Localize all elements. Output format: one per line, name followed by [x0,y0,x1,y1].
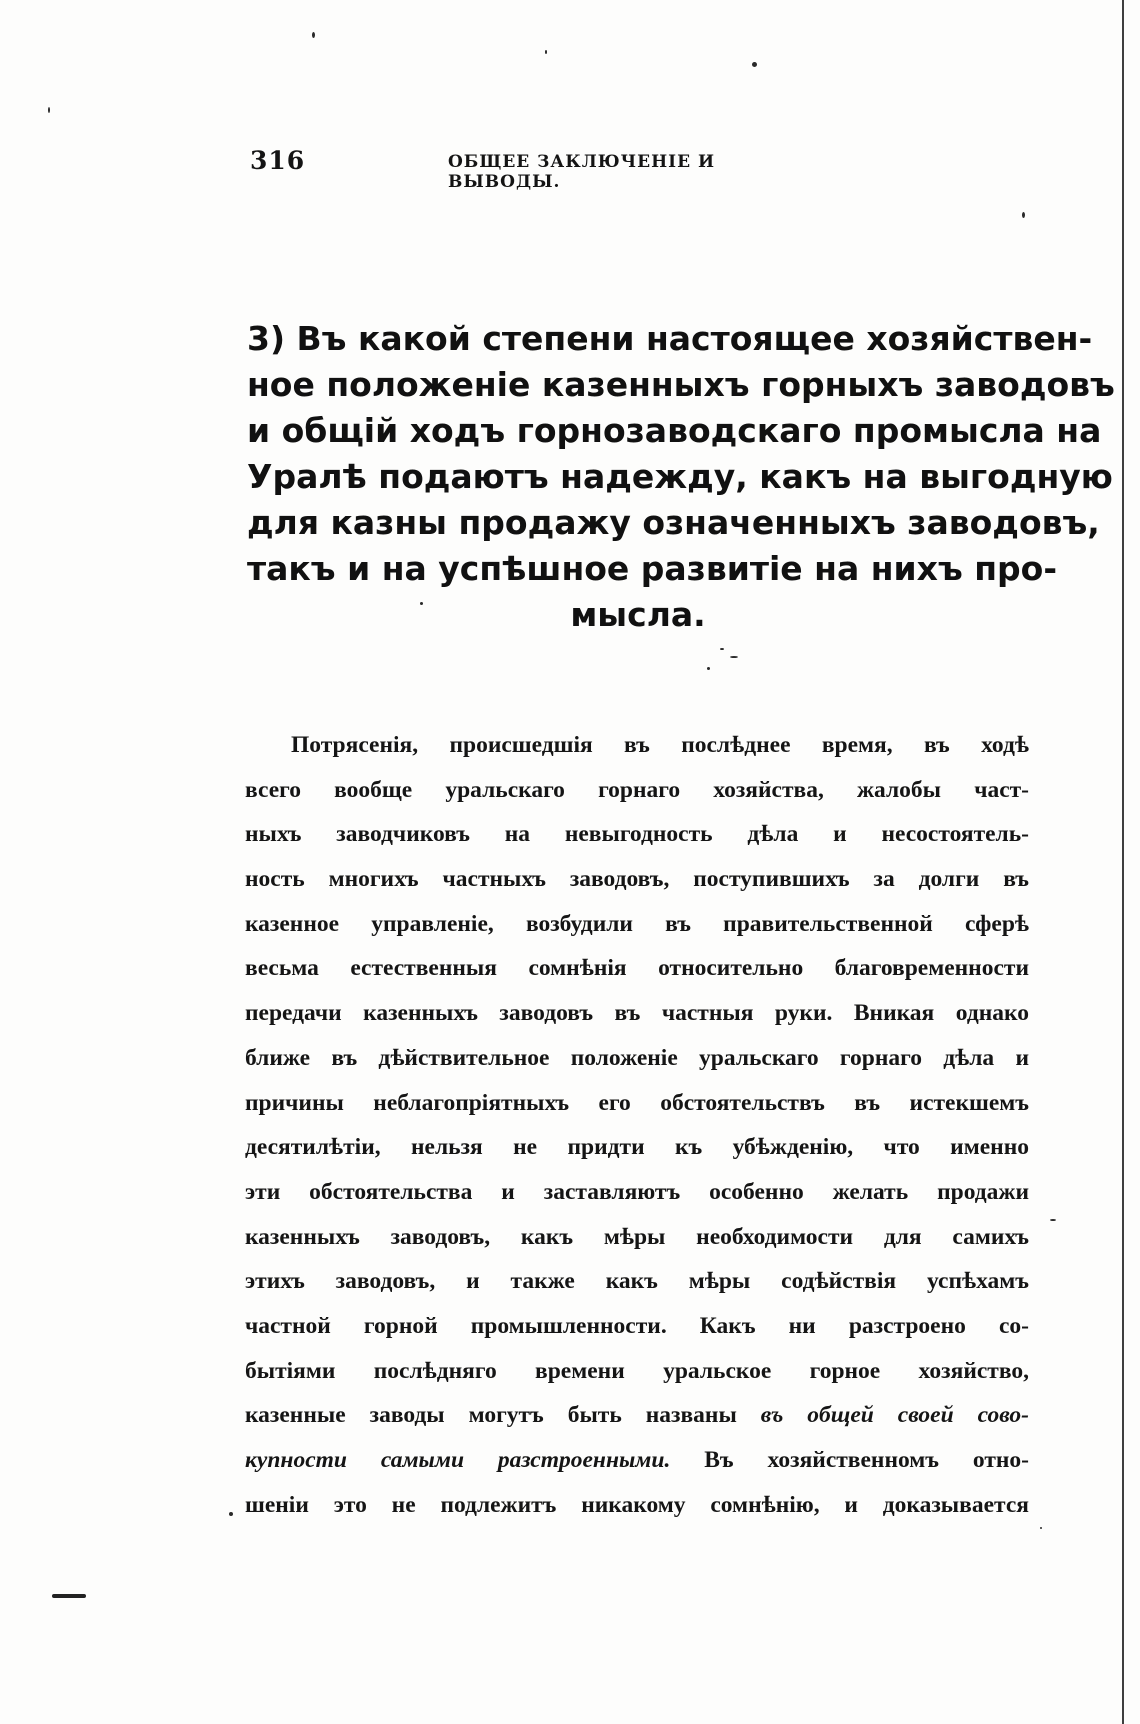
body-line: причины неблагопріятныхъ его обстоятельствъ въ истекшемъ [245,1089,1029,1116]
heading-line: ное положеніе казенныхъ горныхъ заводовъ [247,365,1115,404]
heading-line: Уралѣ подаютъ надежду, какъ на выгодную [247,457,1113,496]
scan-speck [48,107,50,113]
body-line: бытіями послѣдняго времени уральское горное хозяйство, [245,1357,1029,1384]
scan-speck [1050,1219,1056,1221]
running-head [250,146,810,192]
heading-line: и общій ходъ горнозаводскаго промысла на [247,411,1102,450]
body-italic-run: въ общей своей сово- [760,1402,1030,1429]
page-edge-line [1122,0,1124,1724]
body-paragraph [245,723,1029,1527]
body-line: частной горной промышленности. Какъ ни разстроено со- [245,1312,1029,1339]
body-line: эти обстоятельства и заставляютъ особенно желать продажи [245,1178,1029,1205]
heading-line: 3) Въ какой степени настоящее хозяйствен- [247,319,1093,358]
body-line: ность многихъ частныхъ заводовъ, поступившихъ за долги въ [245,866,1029,893]
heading-line: для казны продажу означенныхъ заводовъ, [247,503,1100,542]
scan-speck [730,656,738,658]
body-line-mixed [245,1438,1029,1483]
body-line: казенное управленіе, возбудили въ правительственной сферѣ [245,910,1029,937]
body-italic-run: купности самыми разстроенными. [245,1447,671,1473]
scan-speck [229,1512,233,1516]
body-line: передачи казенныхъ заводовъ въ частныя руки. Вникая однако [245,1000,1029,1027]
scan-speck [312,32,315,38]
body-line: казенныхъ заводовъ, какъ мѣры необходимости для самихъ [245,1223,1029,1250]
body-line: этихъ заводовъ, и также какъ мѣры содѣйствія успѣхамъ [245,1268,1029,1295]
body-line: Потрясенія, происшедшія въ послѣднее время, въ ходѣ [291,732,1029,758]
heading-line: мысла. [570,595,706,634]
body-line: десятилѣтіи, нельзя не придти къ убѣжденію, что именно [245,1134,1029,1161]
scan-speck [707,667,710,670]
body-line: ныхъ заводчиковъ на невыгодность дѣла и несостоятель- [245,821,1029,848]
scan-speck [1040,1527,1042,1529]
body-text-run: казенные заводы могутъ быть названы [245,1402,737,1429]
scan-speck [752,62,757,67]
scan-speck [545,50,547,54]
section-heading [247,316,1115,638]
body-line: шеніи это не подлежитъ никакому сомнѣнію, и доказывается [245,1491,1029,1518]
body-line-mixed [245,1393,1029,1438]
scan-dash-mark [52,1594,86,1598]
running-title: ОБЩЕЕ ЗАКЛЮЧЕНІЕ И ВЫВОДЫ. [448,152,716,192]
scan-speck [1022,212,1025,218]
body-line: ближе въ дѣйствительное положеніе уральскаго горнаго дѣла и [245,1044,1029,1071]
body-text-run: Въ хозяйственномъ отно- [704,1447,1029,1473]
body-line: весьма естественныя сомнѣнія относительно благовременности [245,955,1029,982]
heading-line: такъ и на успѣшное развитіе на нихъ про- [247,549,1058,588]
page-number: 316 [250,146,306,175]
scan-speck [720,648,724,650]
body-line: всего вообще уральскаго горнаго хозяйства, жалобы част- [245,776,1029,803]
